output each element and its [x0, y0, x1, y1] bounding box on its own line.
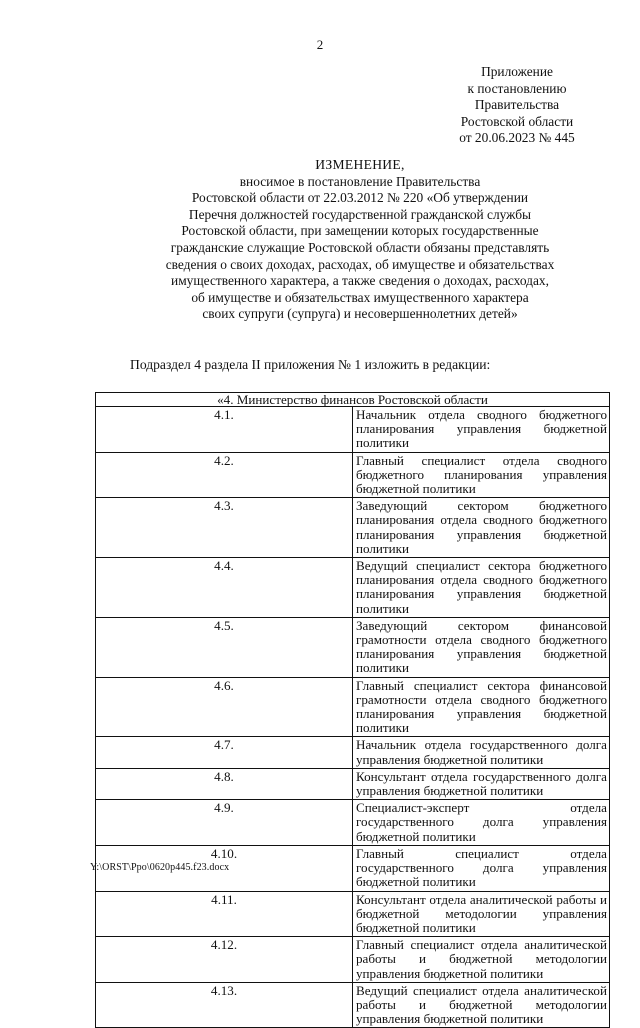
- appendix-line: Ростовской области: [460, 113, 574, 129]
- row-position: Ведущий специалист сектора бюджетного планирования отдела сводного бюджетного планирования управления бюджетной политики: [353, 558, 610, 618]
- appendix-line: Приложение: [481, 64, 553, 79]
- page-number: 2: [316, 37, 324, 52]
- table-section-row: [96, 393, 610, 407]
- row-position: Заведующий сектором бюджетного планирования отдела сводного бюджетного планирования управления бюджетной политики: [353, 498, 610, 558]
- row-number: 4.5.: [96, 617, 353, 677]
- table-row: [96, 677, 610, 737]
- row-position: Начальник отдела сводного бюджетного планирования управления бюджетной политики: [353, 407, 610, 453]
- row-position: Консультант отдела государственного долга управления бюджетной политики: [353, 768, 610, 799]
- table-row: [96, 452, 610, 498]
- row-number: 4.13.: [96, 982, 353, 1028]
- row-number: 4.2.: [96, 452, 353, 498]
- table-row: [96, 558, 610, 618]
- title-line: сведения о своих доходах, расходах, об имуществе и обязательствах: [165, 256, 555, 272]
- title-line: имущественного характера, а также сведения о доходах, расходах,: [171, 273, 549, 289]
- row-number: 4.9.: [96, 800, 353, 846]
- table-row: [96, 937, 610, 983]
- row-position: Консультант отдела аналитической работы и бюджетной методологии управления бюджетной политики: [353, 891, 610, 937]
- title-line: Ростовской области от 22.03.2012 № 220 «Об утверждении: [191, 190, 529, 206]
- row-position: Главный специалист сектора финансовой грамотности отдела сводного бюджетного планирования управления бюджетной политики: [353, 677, 610, 737]
- row-position: Главный специалист отдела аналитической работы и бюджетной методологии управления бюджетной политики: [353, 937, 610, 983]
- document-title: [105, 157, 615, 323]
- title-line: Перечня должностей государственной гражданской службы: [188, 206, 532, 222]
- table-row: [96, 737, 610, 768]
- positions-table: [95, 392, 610, 1028]
- appendix-line: к постановлению: [467, 80, 567, 96]
- footer-file-path: Y:\ORST\Ppo\0620p445.f23.docx: [90, 862, 230, 873]
- row-position: Заведующий сектором финансовой грамотности отдела сводного бюджетного планирования управления бюджетной политики: [353, 617, 610, 677]
- row-position: Ведущий специалист отдела аналитической работы и бюджетной методологии управления бюджетной политики: [353, 982, 610, 1028]
- row-number: 4.4.: [96, 558, 353, 618]
- appendix-line: от 20.06.2023 № 445: [459, 130, 575, 145]
- table-row: [96, 498, 610, 558]
- row-position: Главный специалист отдела сводного бюджетного планирования управления бюджетной политики: [353, 452, 610, 498]
- row-position: Специалист-эксперт отдела государственного долга управления бюджетной политики: [353, 800, 610, 846]
- table-row: [96, 617, 610, 677]
- intro-paragraph: Подраздел 4 раздела II приложения № 1 изложить в редакции:: [130, 357, 491, 372]
- title-line: своих супруги (супруга) и несовершеннолетних детей»: [202, 306, 518, 322]
- section-title: «4. Министерство финансов Ростовской области: [96, 393, 610, 407]
- table-row: [96, 982, 610, 1028]
- appendix-block: [452, 64, 582, 147]
- title-line: об имуществе и обязательствах имущественного характера: [191, 289, 529, 305]
- title-heading: ИЗМЕНЕНИЕ,: [315, 157, 405, 172]
- row-number: 4.12.: [96, 937, 353, 983]
- row-position: Начальник отдела государственного долга управления бюджетной политики: [353, 737, 610, 768]
- row-number: 4.11.: [96, 891, 353, 937]
- row-number: 4.8.: [96, 768, 353, 799]
- table-row: [96, 407, 610, 453]
- title-line: Ростовской области, при замещении которых государственные: [181, 223, 539, 239]
- appendix-line: Правительства: [474, 97, 560, 112]
- row-position: Главный специалист отдела государственного долга управления бюджетной политики: [353, 845, 610, 891]
- title-line: гражданские служащие Ростовской области обязаны представлять: [170, 239, 550, 255]
- row-number: 4.3.: [96, 498, 353, 558]
- row-number: 4.7.: [96, 737, 353, 768]
- row-number: 4.6.: [96, 677, 353, 737]
- table-row: [96, 800, 610, 846]
- title-line: вносимое в постановление Правительства: [239, 173, 481, 189]
- row-number: 4.1.: [96, 407, 353, 453]
- table-row: [96, 768, 610, 799]
- row-number: 4.10.: [96, 845, 353, 891]
- table-row: [96, 891, 610, 937]
